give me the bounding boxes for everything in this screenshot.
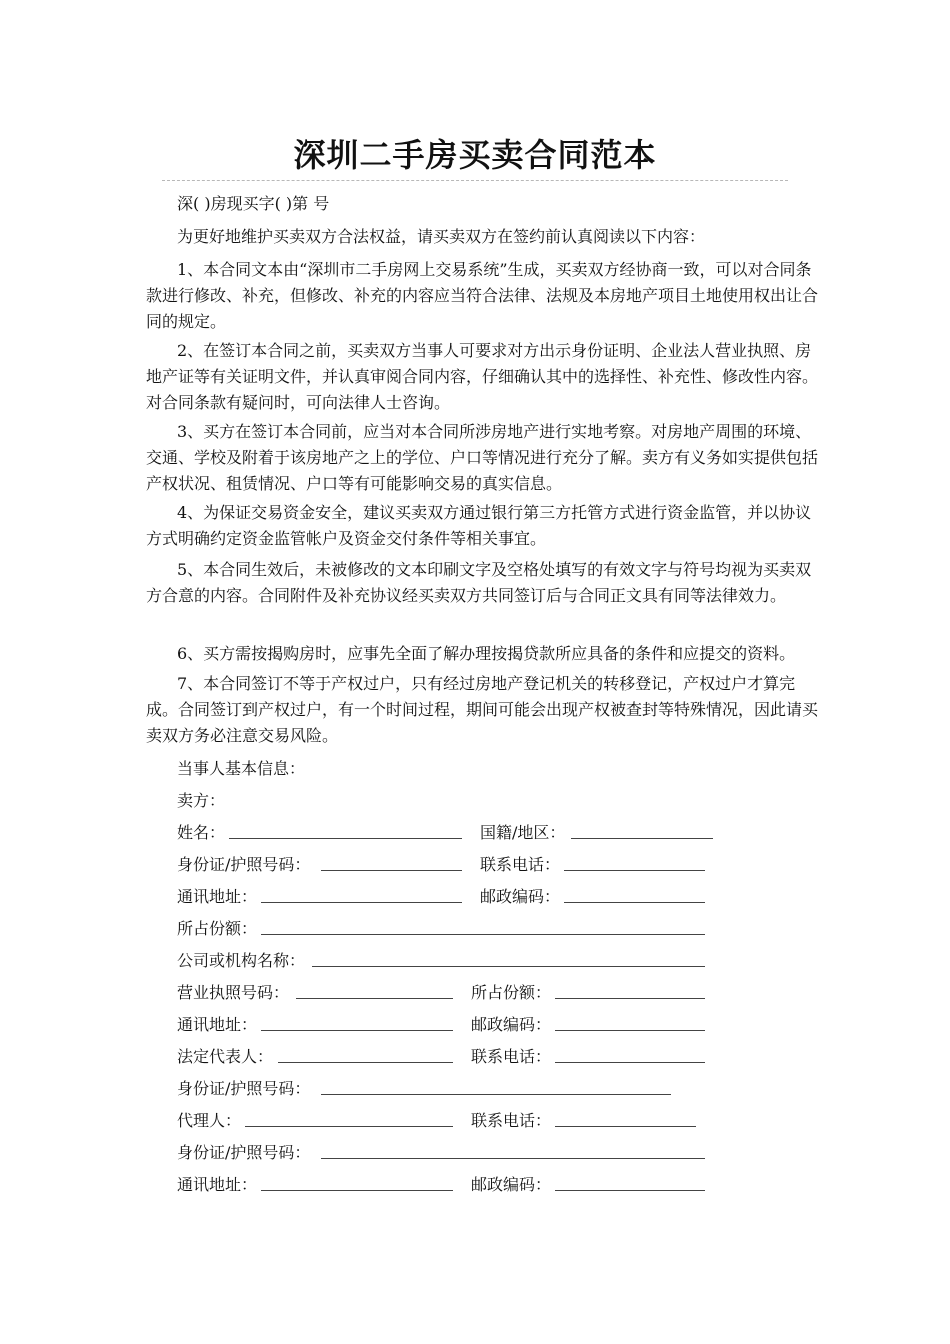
agent-phone-label: 联系电话： xyxy=(471,1111,552,1130)
name-blank[interactable] xyxy=(229,838,462,839)
business-license-label: 营业执照号码： xyxy=(177,983,290,1002)
postcode-label: 邮政编码： xyxy=(480,887,561,906)
company-name-blank[interactable] xyxy=(312,966,705,967)
legal-representative-label: 法定代表人： xyxy=(177,1047,274,1066)
agent-id-label: 身份证/护照号码： xyxy=(177,1143,311,1162)
company-address-label: 通讯地址： xyxy=(177,1015,258,1034)
id-number-label: 身份证/护照号码： xyxy=(177,855,311,874)
agent-postcode-label: 邮政编码： xyxy=(471,1175,552,1194)
name-label: 姓名： xyxy=(177,823,226,842)
document-title: 深圳二手房买卖合同范本 xyxy=(293,136,657,174)
notice-item-6: 6、买方需按揭购房时，应事先全面了解办理按揭贷款所应具备的条件和应提交的资料。 xyxy=(177,644,796,663)
notice-item-1: 1、本合同文本由“深圳市二手房网上交易系统”生成，买卖双方经协商一致，可以对合同条款进行修改、补充，但修改、补充的内容应当符合法律、法规及本房地产项目土地使用权出让合同的规定。 xyxy=(146,260,819,331)
title-divider xyxy=(162,180,788,181)
company-postcode-label: 邮政编码： xyxy=(471,1015,552,1034)
legal-rep-id-blank[interactable] xyxy=(321,1094,671,1095)
business-license-blank[interactable] xyxy=(296,998,453,999)
agent-address-label: 通讯地址： xyxy=(177,1175,258,1194)
agent-address-blank[interactable] xyxy=(261,1190,453,1191)
company-share-blank[interactable] xyxy=(555,998,705,999)
agent-blank[interactable] xyxy=(245,1126,453,1127)
postcode-blank[interactable] xyxy=(564,902,705,903)
share-label: 所占份额： xyxy=(177,919,258,938)
agent-phone-blank[interactable] xyxy=(555,1126,696,1127)
notice-item-7: 7、本合同签订不等于产权过户，只有经过房地产登记机关的转移登记，产权过户才算完成。合同签订到产权过户，有一个时间过程，期间可能会出现产权被查封等特殊情况，因此请买卖双方务必注意交易风险。 xyxy=(146,674,819,745)
company-name-label: 公司或机构名称： xyxy=(177,951,306,970)
agent-label: 代理人： xyxy=(177,1111,242,1130)
party-heading: 当事人基本信息： xyxy=(177,759,306,778)
legal-rep-phone-label: 联系电话： xyxy=(471,1047,552,1066)
company-share-label: 所占份额： xyxy=(471,983,552,1002)
notice-item-5: 5、本合同生效后，未被修改的文本印刷文字及空格处填写的有效文字与符号均视为买卖双方合意的内容。合同附件及补充协议经买卖双方共同签订后与合同正文具有同等法律效力。 xyxy=(146,560,812,605)
legal-representative-blank[interactable] xyxy=(278,1062,453,1063)
intro-text: 为更好地维护买卖双方合法权益，请买卖双方在签约前认真阅读以下内容： xyxy=(177,227,706,246)
agent-postcode-blank[interactable] xyxy=(555,1190,705,1191)
notice-item-4: 4、为保证交易资金安全，建议买卖双方通过银行第三方托管方式进行资金监管，并以协议方式明确约定资金监管帐户及资金交付条件等相关事宜。 xyxy=(146,503,812,548)
company-address-blank[interactable] xyxy=(261,1030,453,1031)
nationality-label: 国籍/地区： xyxy=(480,823,566,842)
id-number-blank[interactable] xyxy=(321,870,462,871)
phone-blank[interactable] xyxy=(564,870,705,871)
contract-number: 深( )房现买字( )第 号 xyxy=(177,194,330,213)
share-blank[interactable] xyxy=(261,934,705,935)
legal-rep-phone-blank[interactable] xyxy=(555,1062,705,1063)
address-label: 通讯地址： xyxy=(177,887,258,906)
seller-label: 卖方： xyxy=(177,791,226,810)
phone-label: 联系电话： xyxy=(480,855,561,874)
nationality-blank[interactable] xyxy=(571,838,713,839)
address-blank[interactable] xyxy=(261,902,462,903)
notice-item-2: 2、在签订本合同之前，买卖双方当事人可要求对方出示身份证明、企业法人营业执照、房地产证等有关证明文件，并认真审阅合同内容，仔细确认其中的选择性、补充性、修改性内容。对合同条款有疑问时，可向法律人士咨询。 xyxy=(146,341,819,412)
company-postcode-blank[interactable] xyxy=(555,1030,705,1031)
agent-id-blank[interactable] xyxy=(321,1158,705,1159)
notice-item-3: 3、买方在签订本合同前，应当对本合同所涉房地产进行实地考察。对房地产周围的环境、交通、学校及附着于该房地产之上的学位、户口等情况进行充分了解。卖方有义务如实提供包括产权状况、租赁情况、户口等有可能影响交易的真实信息。 xyxy=(146,422,819,493)
legal-rep-id-label: 身份证/护照号码： xyxy=(177,1079,311,1098)
